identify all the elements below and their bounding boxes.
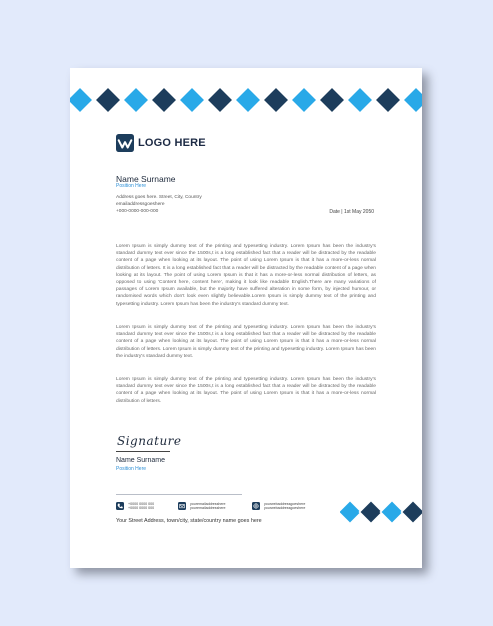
top-diamond	[291, 87, 317, 113]
web-icon	[252, 502, 260, 510]
sender-name: Name Surname	[116, 174, 176, 184]
signature-name: Name Surname	[116, 457, 166, 464]
letter-date: Date | 1st May 2050	[329, 209, 374, 215]
top-diamond	[207, 87, 233, 113]
logo-mark-icon	[116, 134, 134, 152]
contact-email-line1: youremailaddresshere	[190, 502, 226, 506]
top-diamond	[403, 87, 422, 113]
top-diamond	[263, 87, 289, 113]
logo	[116, 134, 206, 152]
contact-email-line2: youremailaddresshere	[190, 506, 226, 511]
sender-position: Position Here	[116, 183, 147, 189]
top-diamond	[375, 87, 401, 113]
footer-divider	[116, 494, 242, 495]
signature-script: Signature	[117, 434, 182, 448]
bottom-diamond-pattern	[340, 498, 422, 526]
body-paragraph-2: Lorem Ipsum is simply dummy text of the printing and typesetting industry. Lorem Ipsum has been the industry's standard dummy text ever since the 1500s,t is a long established fact that a reader will be distracted by the readable content of a page when looking at its layout. The point of using Lorem Ipsum is that it has a more-or-less normal distribution of letters. Lorem Ipsum is simply dummy text of the printing and typesetting industry. Lorem Ipsum has been the industry's standard dummy text.	[116, 325, 376, 359]
top-diamond	[151, 87, 177, 113]
contact-email	[178, 502, 226, 511]
top-diamond	[319, 87, 345, 113]
email-icon	[178, 502, 186, 510]
logo-text: LOGO HERE	[138, 137, 206, 149]
top-diamond	[123, 87, 149, 113]
body-paragraph-1: Lorem Ipsum is simply dummy text of the printing and typesetting industry. Lorem Ipsum has been the industry's standard dummy text ever since the 1500s,t is a long established fact that a reader will be distracted by the readable content of a page when looking at its layout. The point of using Lorem Ipsum is that it has a more-or-less normal distribution of letters. It is a long established fact that a reader will be distracted by the readable content of a page when looking at its layout. The point of using Lorem Ipsum is that it has a more-or-less normal distribution of letters, as opposed to using 'Content here, content here', making it look like readable English.There are many variations of passages of Lorem Ipsum available, but the majority have suffered alteration in some form, by injected humour, or randomised words which don't look even slightly believable.Lorem Ipsum is simply dummy text of the printing and typesetting industry. Lorem Ipsum has been the industry's standard dummy text.	[116, 244, 376, 307]
phone-icon	[116, 502, 124, 510]
bottom-diamond	[360, 501, 383, 524]
top-diamond	[179, 87, 205, 113]
bottom-diamond	[381, 501, 404, 524]
footer-street-address: Your Street Address, town/city, state/country name goes here	[116, 518, 262, 524]
top-diamond	[70, 87, 93, 113]
bottom-diamond	[340, 501, 362, 524]
body-paragraph-3: Lorem Ipsum is simply dummy text of the printing and typesetting industry. Lorem Ipsum has been the industry's standard dummy text ever since the 1500s,t is a long established fact that a reader will be distracted by the readable content of a page when looking at its layout. The point of using Lorem Ipsum is that it has a more-or-less normal distribution of letters.	[116, 377, 376, 404]
signature-position: Position Here	[116, 466, 147, 472]
top-diamond-pattern	[70, 86, 422, 114]
contact-phone-line2: +0000 0000 000	[128, 506, 155, 511]
contact-web	[252, 502, 305, 511]
contact-web-line2: yourwebaddressgoeshere	[264, 506, 306, 511]
bottom-diamond	[402, 501, 423, 524]
top-diamond	[235, 87, 261, 113]
top-diamond	[347, 87, 373, 113]
contact-phone	[116, 502, 154, 511]
contact-web-line1: yourwebaddressgoeshere	[264, 502, 306, 506]
sender-email: emailaddressgoeshere	[116, 202, 165, 207]
top-diamond	[95, 87, 121, 113]
signature-line	[116, 451, 170, 452]
contact-phone-line1: +0000 0000 000	[128, 502, 155, 506]
sender-address: Address goes here. Street, City, Country	[116, 195, 202, 200]
sender-phone: +000-0000-000-000	[116, 209, 159, 214]
letterhead-page	[70, 68, 422, 568]
